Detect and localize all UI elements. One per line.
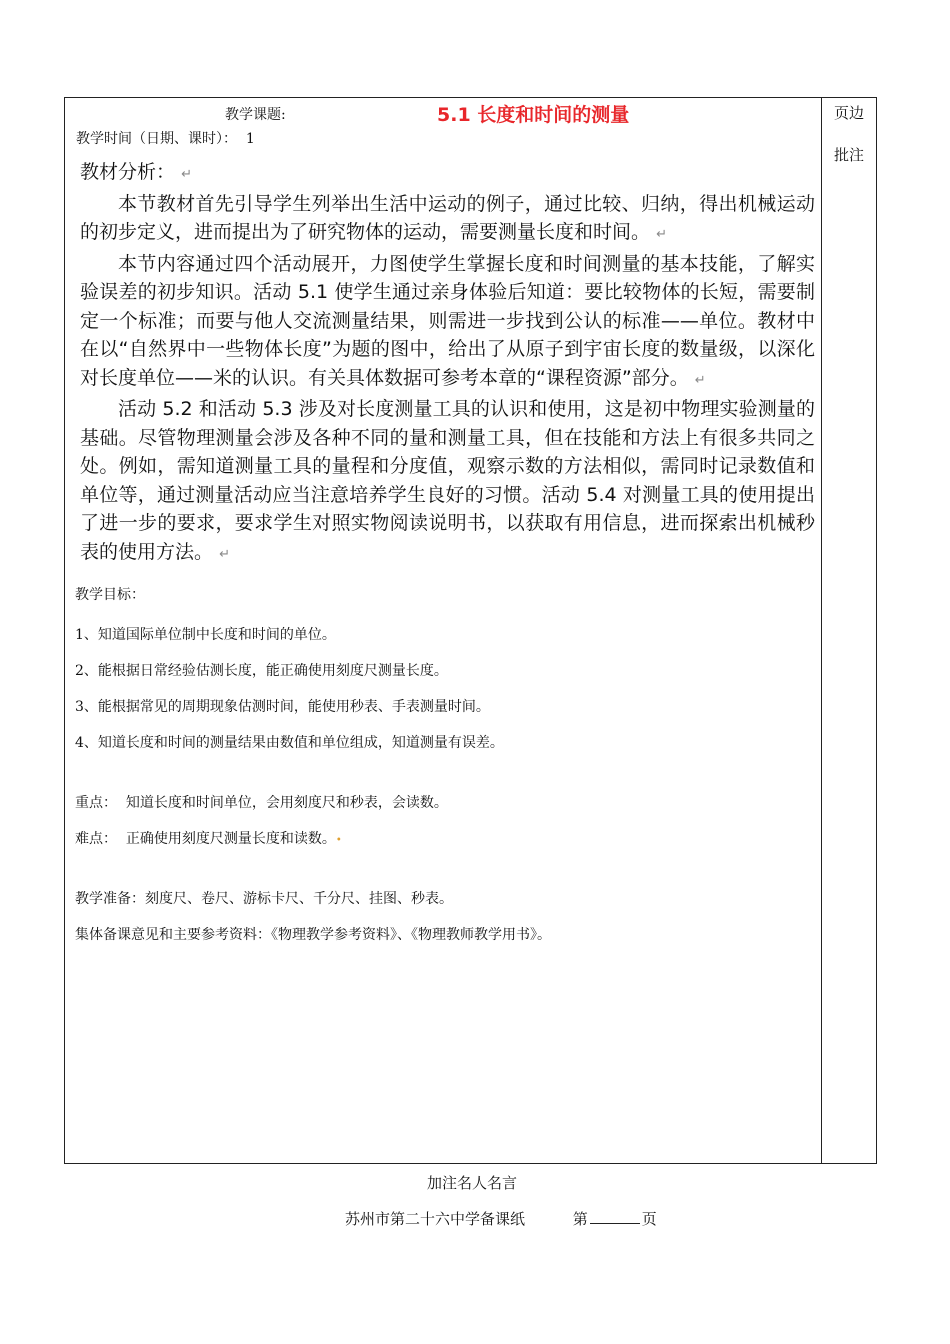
objective-item: 3、能根据常见的周期现象估测时间，能使用秒表、手表测量时间。 [75,699,490,715]
return-mark-icon: ↵ [694,372,706,388]
teaching-time [76,128,255,148]
analysis-paragraph: 本节内容通过四个活动展开，力图使学生掌握长度和时间测量的基本技能，了解实验误差的初步知识。活动 5.1 使学生通过亲身体验后知道：要比较物体的长短，需要制定一个标准；而要与他人交流测量结果，则需进一步找到公认的标准——单位。教材中在以“自然界中一些物体长度”为题的图中，给出了从原子到宇宙长度的数量级，以深化对长度单位——米的认识。有关具体数据可参考本章的“课程资源”部分。 ↵ [80,252,815,389]
objective-item: 1、知道国际单位制中长度和时间的单位。 [75,627,336,643]
references: 集体备课意见和主要参考资料：《物理教学参考资料》、《物理教师教学用书》。 [75,927,551,943]
analysis-paragraph: 本节教材首先引导学生列举出生活中运动的例子，通过比较、归纳，得出机械运动的初步定义，进而提出为了研究物体的运动，需要测量长度和时间。 ↵ [80,192,815,243]
lesson-title-label: 教学课题: [225,107,286,123]
analysis-paragraph: 活动 5.2 和活动 5.3 涉及对长度测量工具的认识和使用，这是初中物理实验测量的基础。尽管物理测量会涉及各种不同的量和测量工具，但在技能和方法上有很多共同之处。例如，需知道测量工具的量程和分度值，观察示数的方法相似，需同时记录数值和单位等，通过测量活动应当注意培养学生良好的习惯。活动 5.4 对测量工具的使用提出了进一步的要求，要求学生对照实物阅读说明书，以获取有用信息，进而探索出机械秒表的使用方法。 ↵ [80,398,815,563]
page-number-blank [590,1209,640,1224]
textbook-analysis [80,158,815,569]
return-mark-icon: ↵ [219,546,230,562]
page-footer: 苏州市第二十六中学备课纸 第 页 [345,1210,657,1228]
analysis-heading: 教材分析： ↵ [80,161,192,183]
objective-item: 4、知道长度和时间的测量结果由数值和单位组成，知道测量有误差。 [75,735,504,751]
school-name: 苏州市第二十六中学备课纸 [345,1210,526,1228]
return-mark-icon: ↵ [656,227,667,242]
marker-dot-icon: • [335,835,342,846]
quote-label: 加注名人名言 [427,1174,518,1192]
teaching-time-value: 1 [245,131,255,147]
teaching-preparation: 教学准备：刻度尺、卷尺、游标卡尺、千分尺、挂图、秒表。 [75,891,453,907]
teaching-time-label: 教学时间（日期、课时）： [76,131,237,147]
margin-label-annotation: 批注 [834,146,865,164]
margin-column-divider [821,97,822,1164]
margin-label-page-edge: 页边 [834,104,865,122]
objectives-heading: 教学目标： [75,587,145,603]
lesson-title: 5.1 长度和时间的测量 [437,104,630,126]
key-point-focus: 重点： 知道长度和时间单位，会用刻度尺和秒表，会读数。 [75,795,448,811]
objective-item: 2、能根据日常经验估测长度，能正确使用刻度尺测量长度。 [75,663,448,679]
return-mark-icon: ↵ [181,167,192,182]
key-point-difficulty: 难点： 正确使用刻度尺测量长度和读数。• [75,831,342,847]
